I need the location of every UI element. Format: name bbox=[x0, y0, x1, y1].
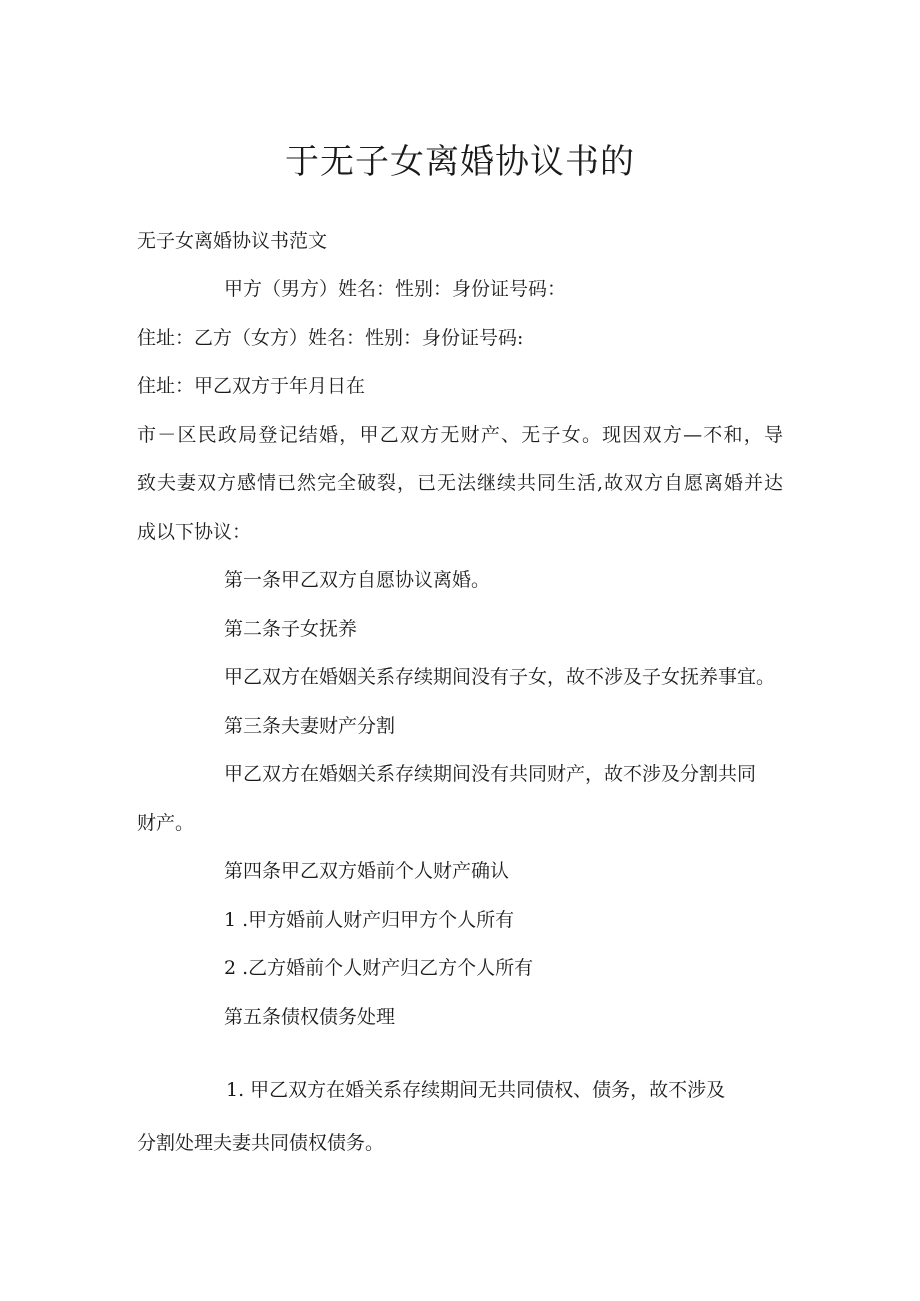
list-item: 1 .甲方婚前人财产归甲方个人所有 bbox=[224, 909, 515, 931]
paragraph-line: 市－区民政局登记结婚，甲乙双方无财产、无子女。现因双方—不和，导 bbox=[137, 424, 783, 446]
article-body: 分割处理夫妻共同债权债务。 bbox=[137, 1132, 385, 1154]
article-heading: 第一条甲乙双方自愿协议离婚。 bbox=[224, 569, 491, 591]
list-item: 1. 甲乙双方在婚关系存续期间无共同债权、债务，故不涉及 bbox=[226, 1079, 726, 1101]
address-line: 住址：甲乙双方于年月日在 bbox=[137, 375, 366, 397]
article-heading: 第三条夫妻财产分割 bbox=[224, 715, 396, 737]
article-body: 甲乙双方在婚姻关系存续期间没有子女，故不涉及子女抚养事宜。 bbox=[224, 666, 776, 688]
party-a-line: 甲方（男方）姓名：性别：身份证号码： bbox=[224, 278, 567, 300]
article-heading: 第五条债权债务处理 bbox=[224, 1006, 396, 1028]
article-body: 财产。 bbox=[137, 812, 195, 834]
paragraph-line: 致夫妻双方感情已然完全破裂，已无法继续共同生活,故双方自愿离婚并达 bbox=[137, 472, 783, 494]
article-heading: 第四条甲乙双方婚前个人财产确认 bbox=[224, 860, 510, 882]
subtitle-line: 无子女离婚协议书范文 bbox=[137, 230, 328, 252]
list-item: 2 .乙方婚前个人财产归乙方个人所有 bbox=[224, 957, 534, 979]
document-title: 于无子女离婚协议书的 bbox=[285, 142, 635, 182]
article-body: 甲乙双方在婚姻关系存续期间没有共同财产，故不涉及分割共同 bbox=[224, 763, 757, 785]
paragraph-line: 成以下协议： bbox=[137, 521, 252, 543]
party-b-line: 住址：乙方（女方）姓名：性别：身份证号码: bbox=[137, 327, 524, 349]
article-heading: 第二条子女抚养 bbox=[224, 618, 358, 640]
